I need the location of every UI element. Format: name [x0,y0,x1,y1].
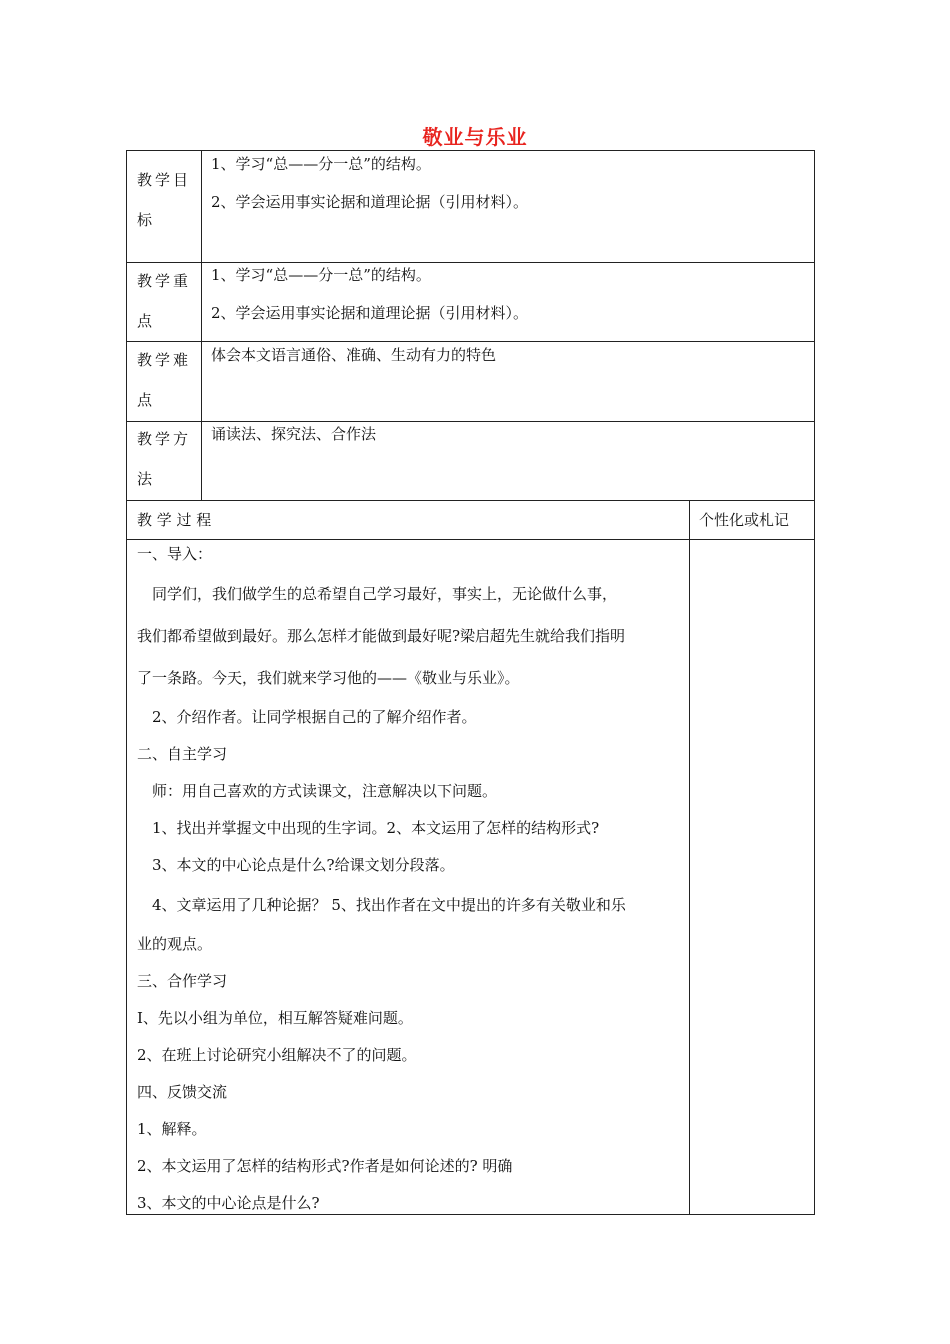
row-content-methods [211,415,804,453]
content-line: 2、学会运用事实论据和道理论据（引用材料）。 [211,304,529,322]
process-line: I、先以小组为单位，相互解答疑难问题。 [137,1009,413,1027]
process-line: 1、解释。 [137,1120,207,1138]
lesson-plan-table [126,150,815,1215]
row-content-key-points [211,256,804,332]
process-line: 1、找出并掌握文中出现的生字词。2、本文运用了怎样的结构形式? [137,819,600,837]
process-line: 师：用自己喜欢的方式读课文，注意解决以下问题。 [137,782,498,800]
process-line: 同学们，我们做学生的总希望自己学习最好，事实上，无论做什么事， [137,585,618,603]
content-line: 2、学会运用事实论据和道理论据（引用材料）。 [211,193,529,211]
column-divider [689,500,690,1215]
process-line: 我们都希望做到最好。那么怎样才能做到最好呢?梁启超先生就给我们指明 [137,627,626,645]
process-header: 教 学 过 程 [137,511,212,529]
process-line: 2、在班上讨论研究小组解决不了的问题。 [137,1046,417,1064]
row-label-difficulties: 教学难点 [137,351,192,409]
process-line: 二、自主学习 [137,745,228,763]
row-label-methods: 教学方法 [137,430,192,488]
process-line: 4、文章运用了几种论据？ 5、找出作者在文中提出的许多有关敬业和乐 [137,896,626,914]
process-line: 四、反馈交流 [137,1083,228,1101]
content-line: 1、学习“总——分一总”的结构。 [211,155,431,173]
column-divider [201,151,202,500]
content-line: 诵读法、探究法、合作法 [211,425,377,443]
process-line: 了一条路。今天，我们就来学习他的——《敬业与乐业》。 [137,669,520,687]
process-body [137,536,682,1222]
row-content-objectives [211,145,804,221]
process-line: 2、本文运用了怎样的结构形式?作者是如何论述的? 明确 [137,1157,513,1175]
process-line: 三、合作学习 [137,972,228,990]
process-line: 业的观点。 [137,935,213,953]
process-line: 3、本文的中心论点是什么? [137,1194,320,1212]
page-title: 敬业与乐业 [422,125,528,149]
process-line: 一、导入： [137,545,213,563]
row-content-difficulties [211,336,804,374]
content-line: 体会本文语言通俗、准确、生动有力的特色 [211,346,497,364]
notes-header: 个性化或札记 [699,511,790,529]
process-line: 2、介绍作者。让同学根据自己的了解介绍作者。 [137,708,477,726]
row-label-objectives: 教学目标 [137,171,192,229]
row-label-key-points: 教学重点 [137,272,192,330]
content-line: 1、学习“总——分一总”的结构。 [211,266,431,284]
process-line: 3、本文的中心论点是什么?给课文划分段落。 [137,856,455,874]
